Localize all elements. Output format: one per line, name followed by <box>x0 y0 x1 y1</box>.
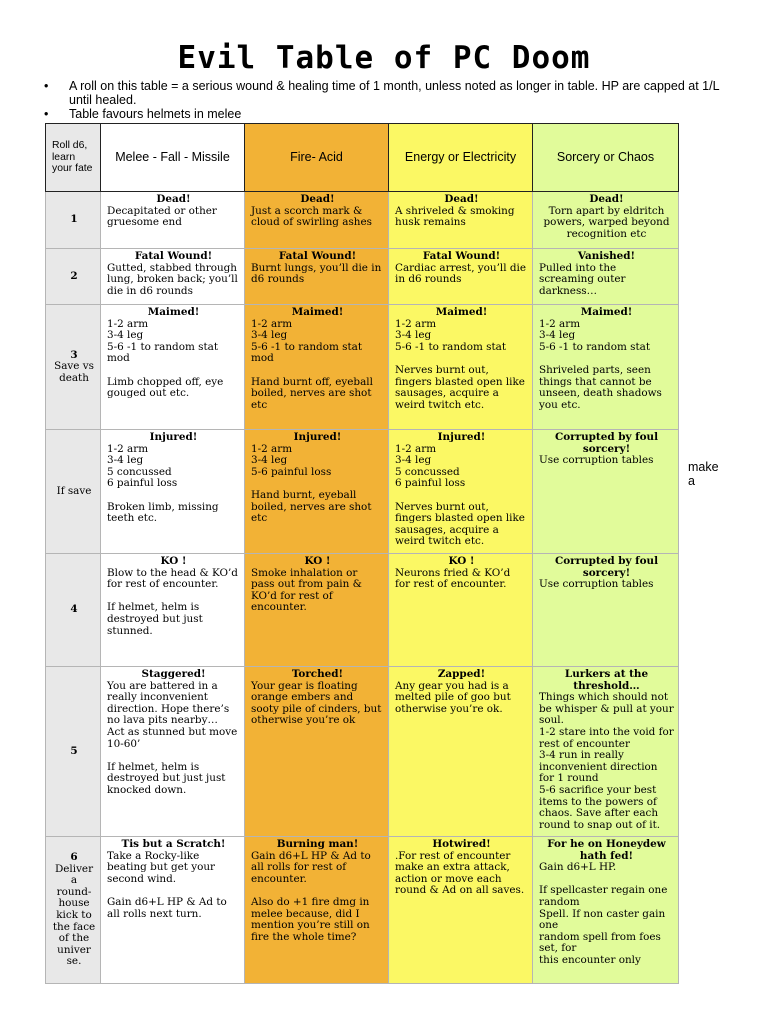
outcome-heading: Burning man! <box>276 838 359 850</box>
outcome-text: Use corruption tables <box>539 454 654 467</box>
outcome-heading: Injured! <box>437 431 486 443</box>
intro-bullet: • Table favours helmets in melee <box>44 107 734 121</box>
outcome-cell <box>245 249 389 305</box>
outcome-text: Torn apart by eldritch powers, warped beyond recognition etc <box>543 204 670 240</box>
outcome-heading: Tis but a Scratch! <box>121 838 226 850</box>
outcome-text: 1-2 arm 3-4 leg 5-6 -1 to random stat Shriveled parts, seen things that cannot be unseen, death shadows you etc. <box>539 317 662 411</box>
table-row <box>46 430 679 554</box>
outcome-heading: Dead! <box>156 193 191 205</box>
outcome-cell <box>101 837 245 984</box>
outcome-cell <box>533 667 679 837</box>
outcome-heading: Fatal Wound! <box>278 250 357 262</box>
roll-cell <box>46 305 101 430</box>
roll-number: 6 <box>70 851 78 864</box>
outcome-text: Just a scorch mark & cloud of swirling ashes <box>251 204 372 229</box>
outcome-text: Smoke inhalation or pass out from pain & KO’d for rest of encounter. <box>251 566 362 614</box>
table-row <box>46 554 679 667</box>
outcome-cell <box>533 305 679 430</box>
outcome-heading: For he on Honeydew hath fed! <box>547 838 666 862</box>
roll-note: Save vs death <box>54 360 94 384</box>
outcome-cell <box>389 192 533 249</box>
doom-table <box>45 123 679 984</box>
outcome-cell <box>245 837 389 984</box>
outcome-cell <box>389 667 533 837</box>
outcome-text: 1-2 arm 3-4 leg 5 concussed 6 painful loss Broken limb, missing teeth etc. <box>107 442 219 525</box>
outcome-heading: Torched! <box>291 668 344 680</box>
outcome-heading: Maimed! <box>435 306 488 318</box>
outcome-heading: Staggered! <box>141 668 206 680</box>
outcome-cell <box>389 430 533 554</box>
outcome-heading: Lurkers at the threshold… <box>564 668 649 692</box>
outcome-cell <box>389 249 533 305</box>
outcome-cell <box>533 430 679 554</box>
corner-header: Roll d6, learn your fate <box>46 124 101 192</box>
outcome-heading: Dead! <box>300 193 335 205</box>
outcome-cell <box>245 192 389 249</box>
roll-cell <box>46 192 101 249</box>
outcome-cell <box>533 192 679 249</box>
outcome-cell <box>245 554 389 667</box>
roll-note: Deliver a round-house kick to the face of the univer se. <box>52 862 96 968</box>
outcome-text: A shriveled & smoking husk remains <box>395 204 515 229</box>
outcome-text: Cardiac arrest, you’ll die in d6 rounds <box>395 261 526 286</box>
roll-number: 1 <box>70 213 78 226</box>
outcome-text: 1-2 arm 3-4 leg 5-6 painful loss Hand burnt, eyeball boiled, nerves are shot etc <box>251 442 372 525</box>
column-header-energy: Energy or Electricity <box>389 124 533 192</box>
outcome-heading: Corrupted by foul sorcery! <box>554 555 659 579</box>
outcome-text: Burnt lungs, you’ll die in d6 rounds <box>251 261 382 286</box>
outcome-cell <box>533 837 679 984</box>
outcome-cell <box>389 305 533 430</box>
roll-cell <box>46 667 101 837</box>
outcome-heading: Injured! <box>149 431 198 443</box>
outcome-text: Neurons fried & KO’d for rest of encounter. <box>395 566 511 591</box>
outcome-text: Your gear is floating orange embers and sooty pile of cinders, but otherwise you’re ok <box>251 679 382 727</box>
table-row <box>46 192 679 249</box>
outcome-text: Things which should not be whisper & pull at your soul. 1-2 stare into the void for rest of encounter 3-4 run in really inconvenient direction for 1 round 5-6 sacrifice your best items to the powers of chaos. Save after each round to snap out of it. <box>539 691 674 831</box>
table-row <box>46 305 679 430</box>
side-note: make a <box>688 460 719 488</box>
roll-cell <box>46 430 101 554</box>
outcome-heading: KO ! <box>448 555 475 567</box>
outcome-text: Any gear you had is a melted pile of goo but otherwise you’re ok. <box>395 679 511 715</box>
outcome-text: Pulled into the screaming outer darkness… <box>539 261 626 297</box>
outcome-text: Decapitated or other gruesome end <box>107 204 217 229</box>
outcome-cell <box>245 430 389 554</box>
outcome-text: You are battered in a really inconvenient direction. Hope there’s no lava pits nearby… Act as stunned but move 10-60’ If helmet, helm is destroyed but just just knocked down. <box>107 679 238 796</box>
outcome-text: Gutted, stabbed through lung, broken back; you’ll die in d6 rounds <box>107 261 238 297</box>
outcome-heading: KO ! <box>160 555 187 567</box>
outcome-cell <box>389 554 533 667</box>
roll-cell <box>46 249 101 305</box>
outcome-heading: Maimed! <box>291 306 344 318</box>
outcome-text: Gain d6+L HP. If spellcaster regain one random Spell. If non caster gain one random spell from foes set, for this encounter only <box>539 861 668 966</box>
outcome-cell <box>101 554 245 667</box>
outcome-cell <box>101 667 245 837</box>
outcome-heading: Fatal Wound! <box>134 250 213 262</box>
outcome-text: 1-2 arm 3-4 leg 5 concussed 6 painful loss Nerves burnt out, fingers blasted open like sausages, acquire a weird twitch etc. <box>395 442 525 548</box>
outcome-heading: Dead! <box>444 193 479 205</box>
outcome-heading: KO ! <box>304 555 331 567</box>
outcome-heading: Corrupted by foul sorcery! <box>554 431 659 455</box>
outcome-text: Gain d6+L HP & Ad to all rolls for rest of encounter. Also do +1 fire dmg in melee because, did I mention you’re still on fire the whole time? <box>251 849 371 943</box>
outcome-text: 1-2 arm 3-4 leg 5-6 -1 to random stat Nerves burnt out, fingers blasted open like sausages, acquire a weird twitch etc. <box>395 317 525 411</box>
intro-bullet-list <box>44 79 734 121</box>
outcome-heading: Maimed! <box>580 306 633 318</box>
roll-number: 5 <box>70 744 78 757</box>
roll-number: 4 <box>70 603 78 616</box>
outcome-cell <box>101 249 245 305</box>
roll-cell <box>46 837 101 984</box>
outcome-text: .For rest of encounter make an extra attack, action or move each round & Ad on all saves. <box>395 849 525 897</box>
roll-number: 2 <box>70 269 78 282</box>
outcome-heading: Injured! <box>293 431 342 443</box>
column-header-sorcery: Sorcery or Chaos <box>533 124 679 192</box>
column-header-fire: Fire- Acid <box>245 124 389 192</box>
outcome-text: Blow to the head & KO’d for rest of encounter. If helmet, helm is destroyed but just stunned. <box>107 566 238 637</box>
outcome-text: Take a Rocky-like beating but get your second wind. Gain d6+L HP & Ad to all rolls next turn. <box>107 849 227 920</box>
roll-note: If save <box>56 484 92 497</box>
outcome-heading: Dead! <box>589 193 624 205</box>
table-row <box>46 837 679 984</box>
outcome-cell <box>245 667 389 837</box>
outcome-text: Use corruption tables <box>539 578 654 591</box>
column-header-melee: Melee - Fall - Missile <box>101 124 245 192</box>
page-title: Evil Table of PC Doom <box>177 40 591 76</box>
table-row <box>46 667 679 837</box>
outcome-heading: Vanished! <box>577 250 636 262</box>
outcome-heading: Zapped! <box>437 668 486 680</box>
intro-bullet: • A roll on this table = a serious wound & healing time of 1 month, unless noted as longer in table. HP are capped at 1/L until healed. <box>44 79 734 107</box>
roll-number: 3 <box>70 348 78 361</box>
outcome-heading: Maimed! <box>147 306 200 318</box>
outcome-heading: Fatal Wound! <box>422 250 501 262</box>
outcome-text: 1-2 arm 3-4 leg 5-6 -1 to random stat mod Hand burnt off, eyeball boiled, nerves are shot etc <box>251 317 373 411</box>
outcome-heading: Hotwired! <box>432 838 491 850</box>
outcome-cell <box>389 837 533 984</box>
outcome-cell <box>533 249 679 305</box>
outcome-cell <box>533 554 679 667</box>
roll-cell <box>46 554 101 667</box>
outcome-cell <box>101 305 245 430</box>
outcome-text: 1-2 arm 3-4 leg 5-6 -1 to random stat mod Limb chopped off, eye gouged out etc. <box>107 317 224 400</box>
outcome-cell <box>245 305 389 430</box>
outcome-cell <box>101 192 245 249</box>
table-row <box>46 249 679 305</box>
outcome-cell <box>101 430 245 554</box>
